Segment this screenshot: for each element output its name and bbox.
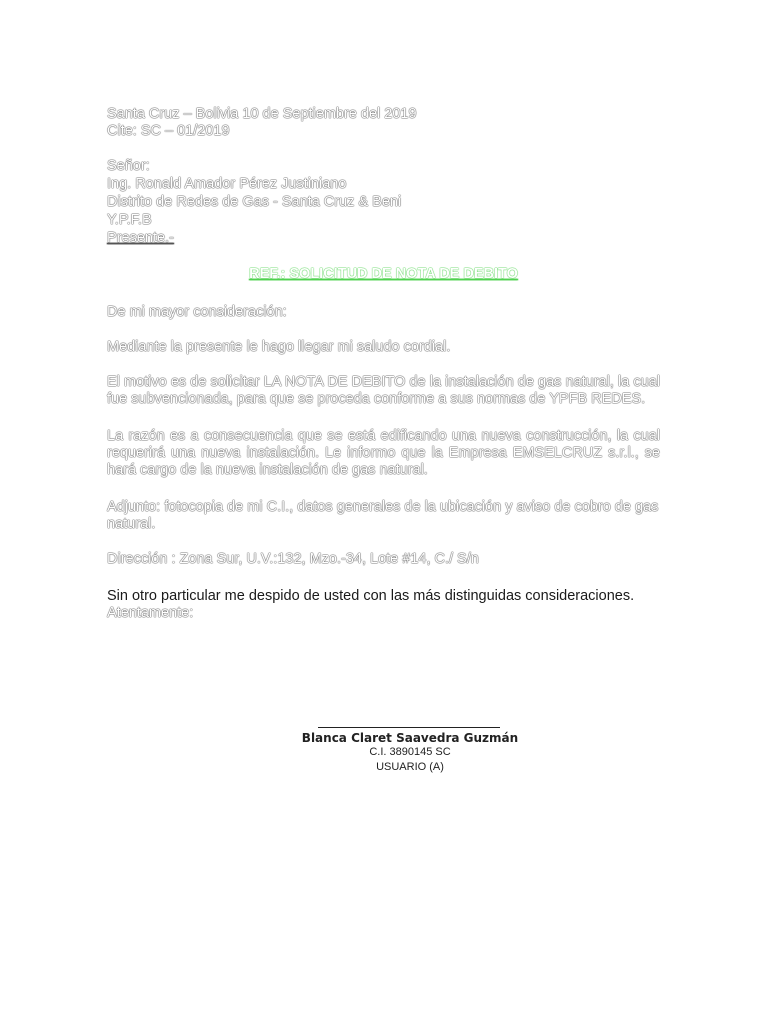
atentamente-line: Atentamente: [107,605,194,621]
date-line: Santa Cruz – Bolivia 10 de Septiembre del 2019 [107,106,417,122]
signer-role: USUARIO (A) [376,761,444,773]
signer-ci: C.I. 3890145 SC [369,746,451,758]
signature-line [318,727,500,728]
signer-name: Blanca Claret Saavedra Guzmán [301,731,519,745]
recipient-name: Ing. Ronald Amador Pérez Justiniano [107,176,347,192]
paragraph-razon: La razón es a consecuencia que se está edificando una nueva construcción, la cual requerirá una nueva instalación. Le informo que la Empresa EMSELCRUZ s.r.l., se hará cargo de la nueva instalación de gas natural. [107,428,660,478]
recipient-department: Distrito de Redes de Gas - Santa Cruz & Beni [107,194,402,210]
cite-line: Cite: SC – 01/2019 [107,123,230,139]
paragraph-adjunto: Adjunto: fotocopia de mi C.I., datos generales de la ubicación y aviso de cobro de gas natural. [107,499,659,532]
paragraph-motivo: El motivo es de solicitar LA NOTA DE DEBITO de la instalación de gas natural, la cual fue subvencionada, para que se proceda conforme a sus normas de YPFB REDES. [107,374,660,407]
reference-heading: REF.: SOLICITUD DE NOTA DE DEBITO [249,266,518,282]
presente-line: Presente.- [107,230,174,246]
salutation-to: Señor: [107,158,150,174]
greeting: De mi mayor consideración: [107,304,287,320]
paragraph-intro: Mediante la presente le hago llegar mi saludo cordial. [107,339,451,355]
recipient-organization: Y.P.F.B [107,212,152,228]
address-line: Dirección : Zona Sur, U.V.:132, Mzo.-34, Lote #14, C./ S/n [107,551,479,567]
closing-line: Sin otro particular me despido de usted con las más distinguidas consideraciones. [107,588,635,604]
